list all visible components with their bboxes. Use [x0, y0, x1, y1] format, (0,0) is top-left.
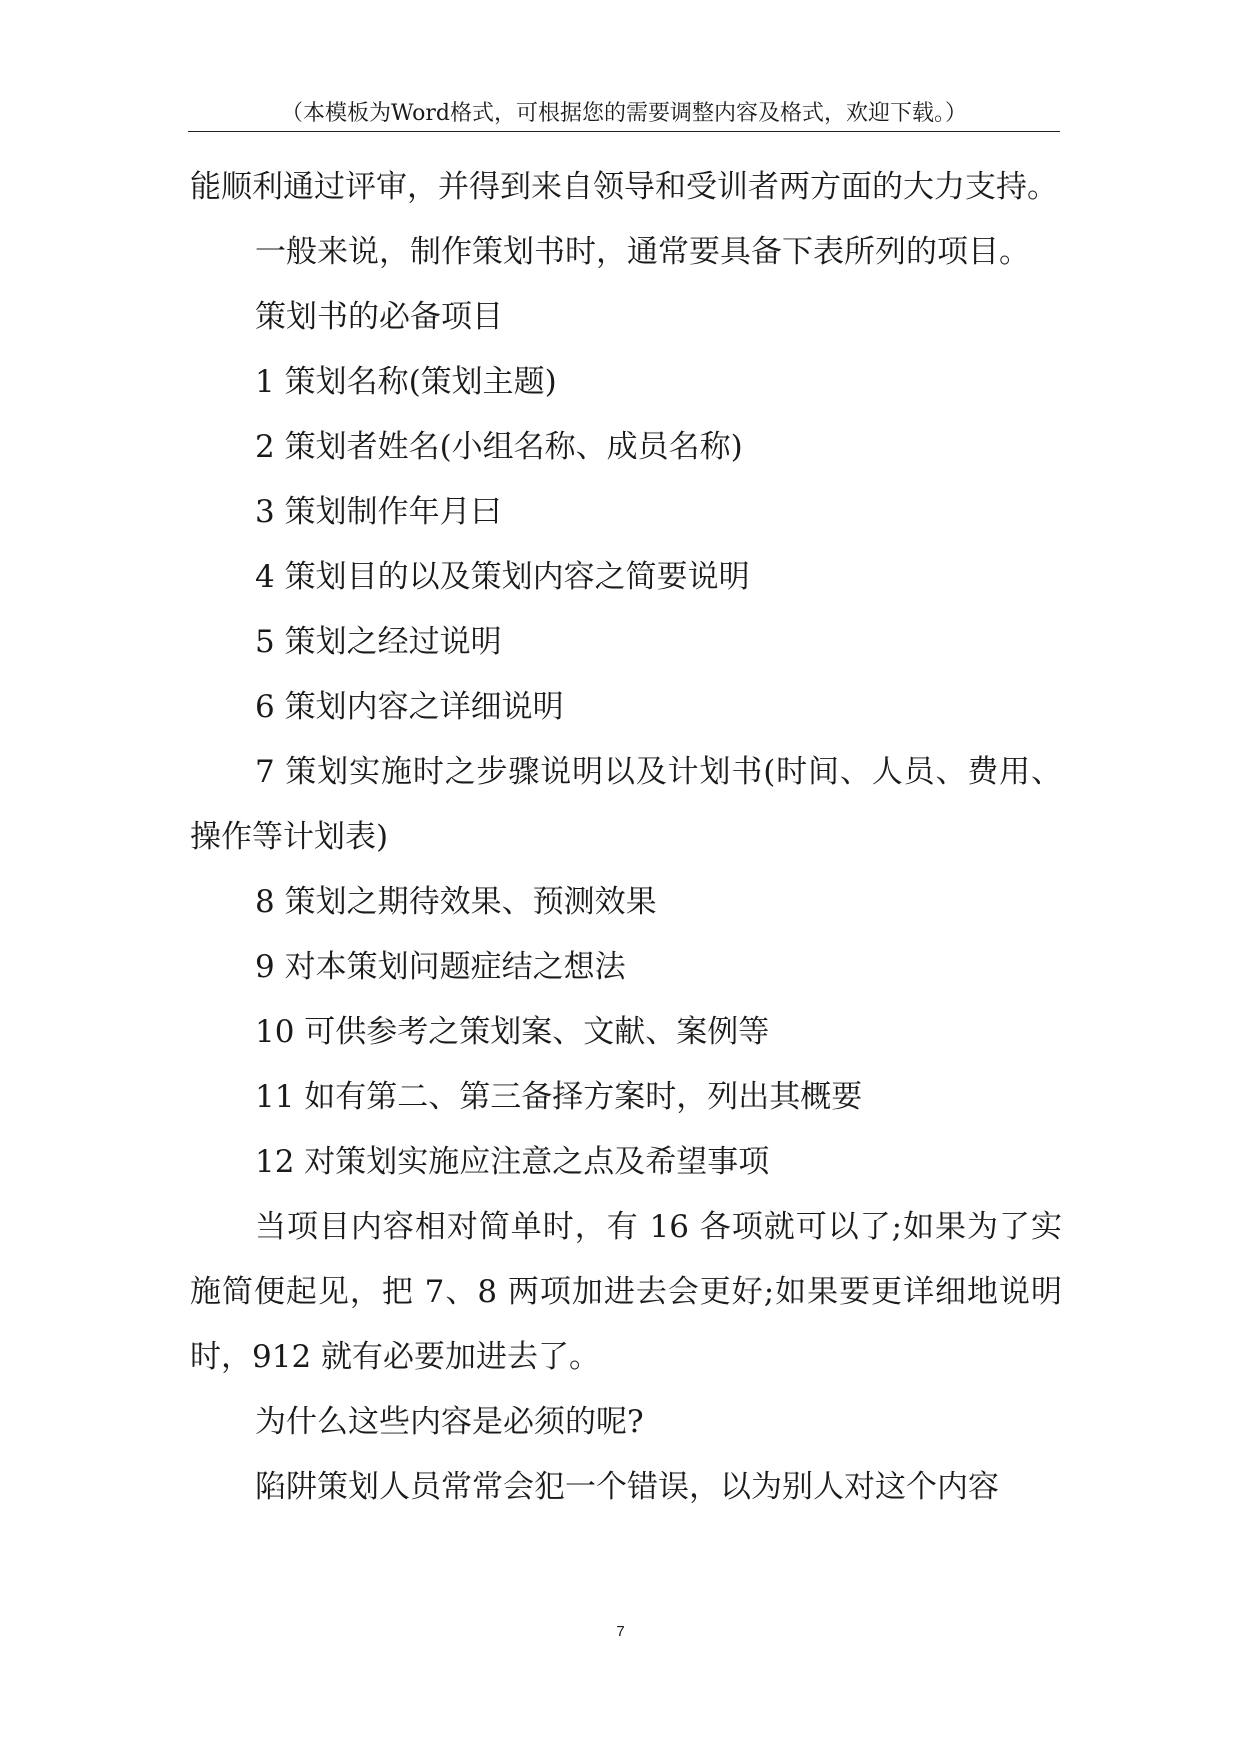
list-item: 8 策划之期待效果、预测效果 — [255, 884, 657, 920]
document-body — [190, 155, 1062, 1520]
header-divider — [188, 131, 1060, 132]
paragraph: 当项目内容相对简单时，有 16 各项就可以了;如果为了实施简便起见，把 7、8 两项加进去会更好;如果要更详细地说明时，912 就有必要加进去了。 — [190, 1209, 1062, 1375]
list-item: 7 策划实施时之步骤说明以及计划书(时间、人员、费用、操作等计划表) — [190, 754, 1062, 855]
list-item: 4 策划目的以及策划内容之简要说明 — [255, 559, 750, 595]
list-item: 10 可供参考之策划案、文献、案例等 — [255, 1014, 770, 1050]
list-item: 5 策划之经过说明 — [255, 624, 502, 660]
list-item: 3 策划制作年月曰 — [255, 494, 502, 530]
list-item: 11 如有第二、第三备择方案时，列出其概要 — [255, 1079, 863, 1115]
list-item: 6 策划内容之详细说明 — [255, 689, 564, 725]
list-item: 9 对本策划问题症结之想法 — [255, 949, 626, 985]
paragraph: 一般来说，制作策划书时，通常要具备下表所列的项目。 — [255, 234, 1030, 270]
paragraph: 为什么这些内容是必须的呢? — [255, 1404, 644, 1440]
list-item: 12 对策划实施应注意之点及希望事项 — [255, 1144, 770, 1180]
list-item: 2 策划者姓名(小组名称、成员名称) — [255, 429, 743, 465]
section-heading: 策划书的必备项目 — [255, 299, 503, 335]
page-number: 7 — [616, 1623, 625, 1640]
paragraph: 能顺利通过评审，并得到来自领导和受训者两方面的大力支持。 — [190, 169, 1058, 205]
page-header: （本模板为Word格式，可根据您的需要调整内容及格式，欢迎下载。） — [281, 101, 967, 126]
paragraph: 陷阱策划人员常常会犯一个错误，以为别人对这个内容 — [255, 1469, 999, 1505]
list-item: 1 策划名称(策划主题) — [255, 364, 557, 400]
